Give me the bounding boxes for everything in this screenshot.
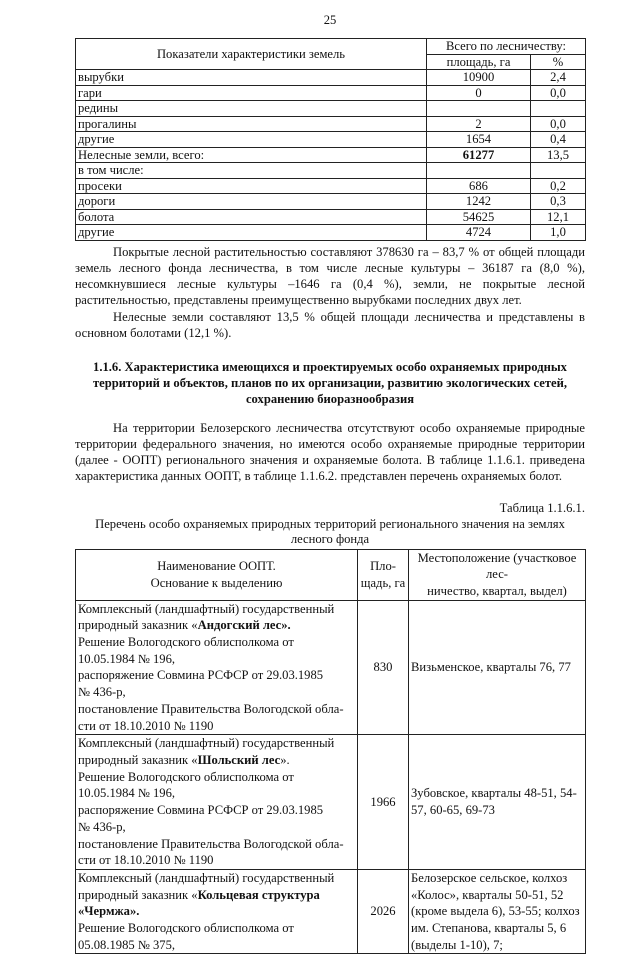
oopt-name xyxy=(78,870,355,920)
basis-line: Решение Вологодского облисполкома от xyxy=(78,921,294,936)
row-label: просеки xyxy=(76,178,427,194)
oopt-area: 830 xyxy=(358,600,409,735)
table-row xyxy=(76,178,586,194)
basis-line: № 436-р, xyxy=(78,685,126,700)
header-name xyxy=(76,549,358,600)
row-label: прогалины xyxy=(76,116,427,132)
table-row xyxy=(76,116,586,132)
row-percent xyxy=(531,163,586,179)
oopt-area: 1966 xyxy=(358,735,409,870)
caption-line: Перечень особо охраняемых природных территорий регионального значения на землях xyxy=(95,516,565,531)
row-area: 0 xyxy=(427,85,531,101)
header-line: щадь, га xyxy=(360,575,406,590)
oopt-table xyxy=(75,549,586,955)
table-row xyxy=(76,869,586,954)
row-area: 4724 xyxy=(427,225,531,241)
oopt-area: 2026 xyxy=(358,869,409,954)
header-indicators: Показатели характеристики земель xyxy=(76,39,427,70)
row-percent: 13,5 xyxy=(531,147,586,163)
table-row xyxy=(76,163,586,179)
row-percent: 0,0 xyxy=(531,85,586,101)
row-area: 54625 xyxy=(427,209,531,225)
table-row xyxy=(76,600,586,735)
name-prefix: Комплексный (ландшафтный) государственный природный заказник « xyxy=(78,601,335,633)
header-line: Пло- xyxy=(370,558,396,573)
table-row xyxy=(76,101,586,117)
row-percent: 0,0 xyxy=(531,116,586,132)
row-label: другие xyxy=(76,132,427,148)
header-line: Основание к выделению xyxy=(150,575,283,590)
header-percent: % xyxy=(531,54,586,70)
header-area: площадь, га xyxy=(427,54,531,70)
basis-line: 05.08.1985 № 375, xyxy=(78,937,176,952)
header-line: ничество, квартал, выдел) xyxy=(427,583,567,598)
header-line: Наименование ООПТ. xyxy=(157,558,276,573)
table-caption xyxy=(75,517,585,547)
basis-line: постановление Правительства Вологодской обла- xyxy=(78,701,344,716)
table-row xyxy=(76,194,586,210)
oopt-location: Зубовское, кварталы 48-51, 54-57, 60-65, 69-73 xyxy=(409,735,586,870)
row-percent xyxy=(531,101,586,117)
paragraph-oopt: На территории Белозерского лесничества отсутствуют особо охраняемые природные территории федерального значения, но имеются особо охраняемые природные территории (далее - ООПТ) регионального значения и охраняемые болота. В таблице 1.1.6.1. приведена характеристика данных ООПТ, в таблице 1.1.6.2. представлен перечень охраняемых болот. xyxy=(75,420,585,484)
name-title: Андогский лес». xyxy=(197,618,291,633)
basis-line: 10.05.1984 № 196, xyxy=(78,651,176,666)
name-prefix: Комплексный (ландшафтный) государственный природный заказник « xyxy=(78,870,335,902)
row-area: 10900 xyxy=(427,70,531,86)
caption-line: лесного фонда xyxy=(290,531,370,546)
name-title: Кольцевая структура «Чермжа». xyxy=(78,887,320,919)
row-percent: 2,4 xyxy=(531,70,586,86)
table-header-row xyxy=(76,39,586,55)
oopt-name-cell xyxy=(76,869,358,954)
row-label: вырубки xyxy=(76,70,427,86)
basis-line: Решение Вологодского облисполкома от xyxy=(78,635,294,650)
basis-line: сти от 18.10.2010 № 1190 xyxy=(78,718,214,733)
row-area xyxy=(427,101,531,117)
row-area: 61277 xyxy=(427,147,531,163)
basis-line: распоряжение Совмина РСФСР от 29.03.1985 xyxy=(78,668,324,683)
name-suffix: ». xyxy=(280,752,290,767)
table-row xyxy=(76,85,586,101)
oopt-name-cell xyxy=(76,735,358,870)
row-label: дороги xyxy=(76,194,427,210)
row-label: другие xyxy=(76,225,427,241)
row-label: в том числе: xyxy=(76,163,427,179)
table-row xyxy=(76,735,586,870)
row-label: болота xyxy=(76,209,427,225)
basis-line: постановление Правительства Вологодской обла- xyxy=(78,836,344,851)
header-total: Всего по лесничеству: xyxy=(427,39,586,55)
header-location xyxy=(409,549,586,600)
row-percent: 1,0 xyxy=(531,225,586,241)
table-row xyxy=(76,225,586,241)
row-area: 1242 xyxy=(427,194,531,210)
table-row xyxy=(76,70,586,86)
header-line: Местоположение (участковое лес- xyxy=(417,550,577,582)
row-label: гари xyxy=(76,85,427,101)
row-area: 2 xyxy=(427,116,531,132)
oopt-location: Визьменское, кварталы 76, 77 xyxy=(409,600,586,735)
oopt-location: Белозерское сельское, колхоз «Колос», кварталы 50-51, 52 (кроме выдела 6), 53-55; колхоз им. Степанова, кварталы 5, 6 (выделы 1-10), 7; xyxy=(409,869,586,954)
table-row xyxy=(76,209,586,225)
oopt-name-cell xyxy=(76,600,358,735)
paragraph-forest-cover: Покрытые лесной растительностью составляют 378630 га – 83,7 % от общей площади земель лесного фонда лесничества, в том числе лесные культуры – 36187 га (8,0 %), несомкнувшиеся лесные культуры –1646 га (0,4 %), земли, не покрытые лесной растительностью, представлены преимущественно вырубками последних двух лет. xyxy=(75,244,585,308)
oopt-name xyxy=(78,735,355,768)
table-header-row xyxy=(76,549,586,600)
table-number: Таблица 1.1.6.1. xyxy=(499,501,585,516)
row-label: Нелесные земли, всего: xyxy=(76,147,427,163)
basis-line: сти от 18.10.2010 № 1190 xyxy=(78,853,214,868)
page-number: 25 xyxy=(323,13,337,27)
row-percent: 12,1 xyxy=(531,209,586,225)
basis-line: № 436-р, xyxy=(78,819,126,834)
row-area: 686 xyxy=(427,178,531,194)
header-area xyxy=(358,549,409,600)
row-area xyxy=(427,163,531,179)
section-heading: 1.1.6. Характеристика имеющихся и проектируемых особо охраняемых природных территорий и объектов, планов по их организации, развитию экологических сетей, сохранению биоразнообразия xyxy=(93,359,567,407)
name-prefix: Комплексный (ландшафтный) государственный природный заказник « xyxy=(78,736,335,767)
basis-line: 10.05.1984 № 196, xyxy=(78,786,176,801)
row-label: редины xyxy=(76,101,427,117)
name-title: Шольский лес xyxy=(197,752,281,767)
row-area: 1654 xyxy=(427,132,531,148)
table-row xyxy=(76,147,586,163)
basis-line: распоряжение Совмина РСФСР от 29.03.1985 xyxy=(78,803,324,818)
table-row xyxy=(76,132,586,148)
row-percent: 0,2 xyxy=(531,178,586,194)
basis-line: Решение Вологодского облисполкома от xyxy=(78,769,294,784)
oopt-name xyxy=(78,601,355,634)
paragraph-nonforest: Нелесные земли составляют 13,5 % общей площади лесничества и представлены в основном болотами (12,1 %). xyxy=(75,309,585,340)
row-percent: 0,4 xyxy=(531,132,586,148)
land-characteristics-table xyxy=(75,38,586,241)
row-percent: 0,3 xyxy=(531,194,586,210)
